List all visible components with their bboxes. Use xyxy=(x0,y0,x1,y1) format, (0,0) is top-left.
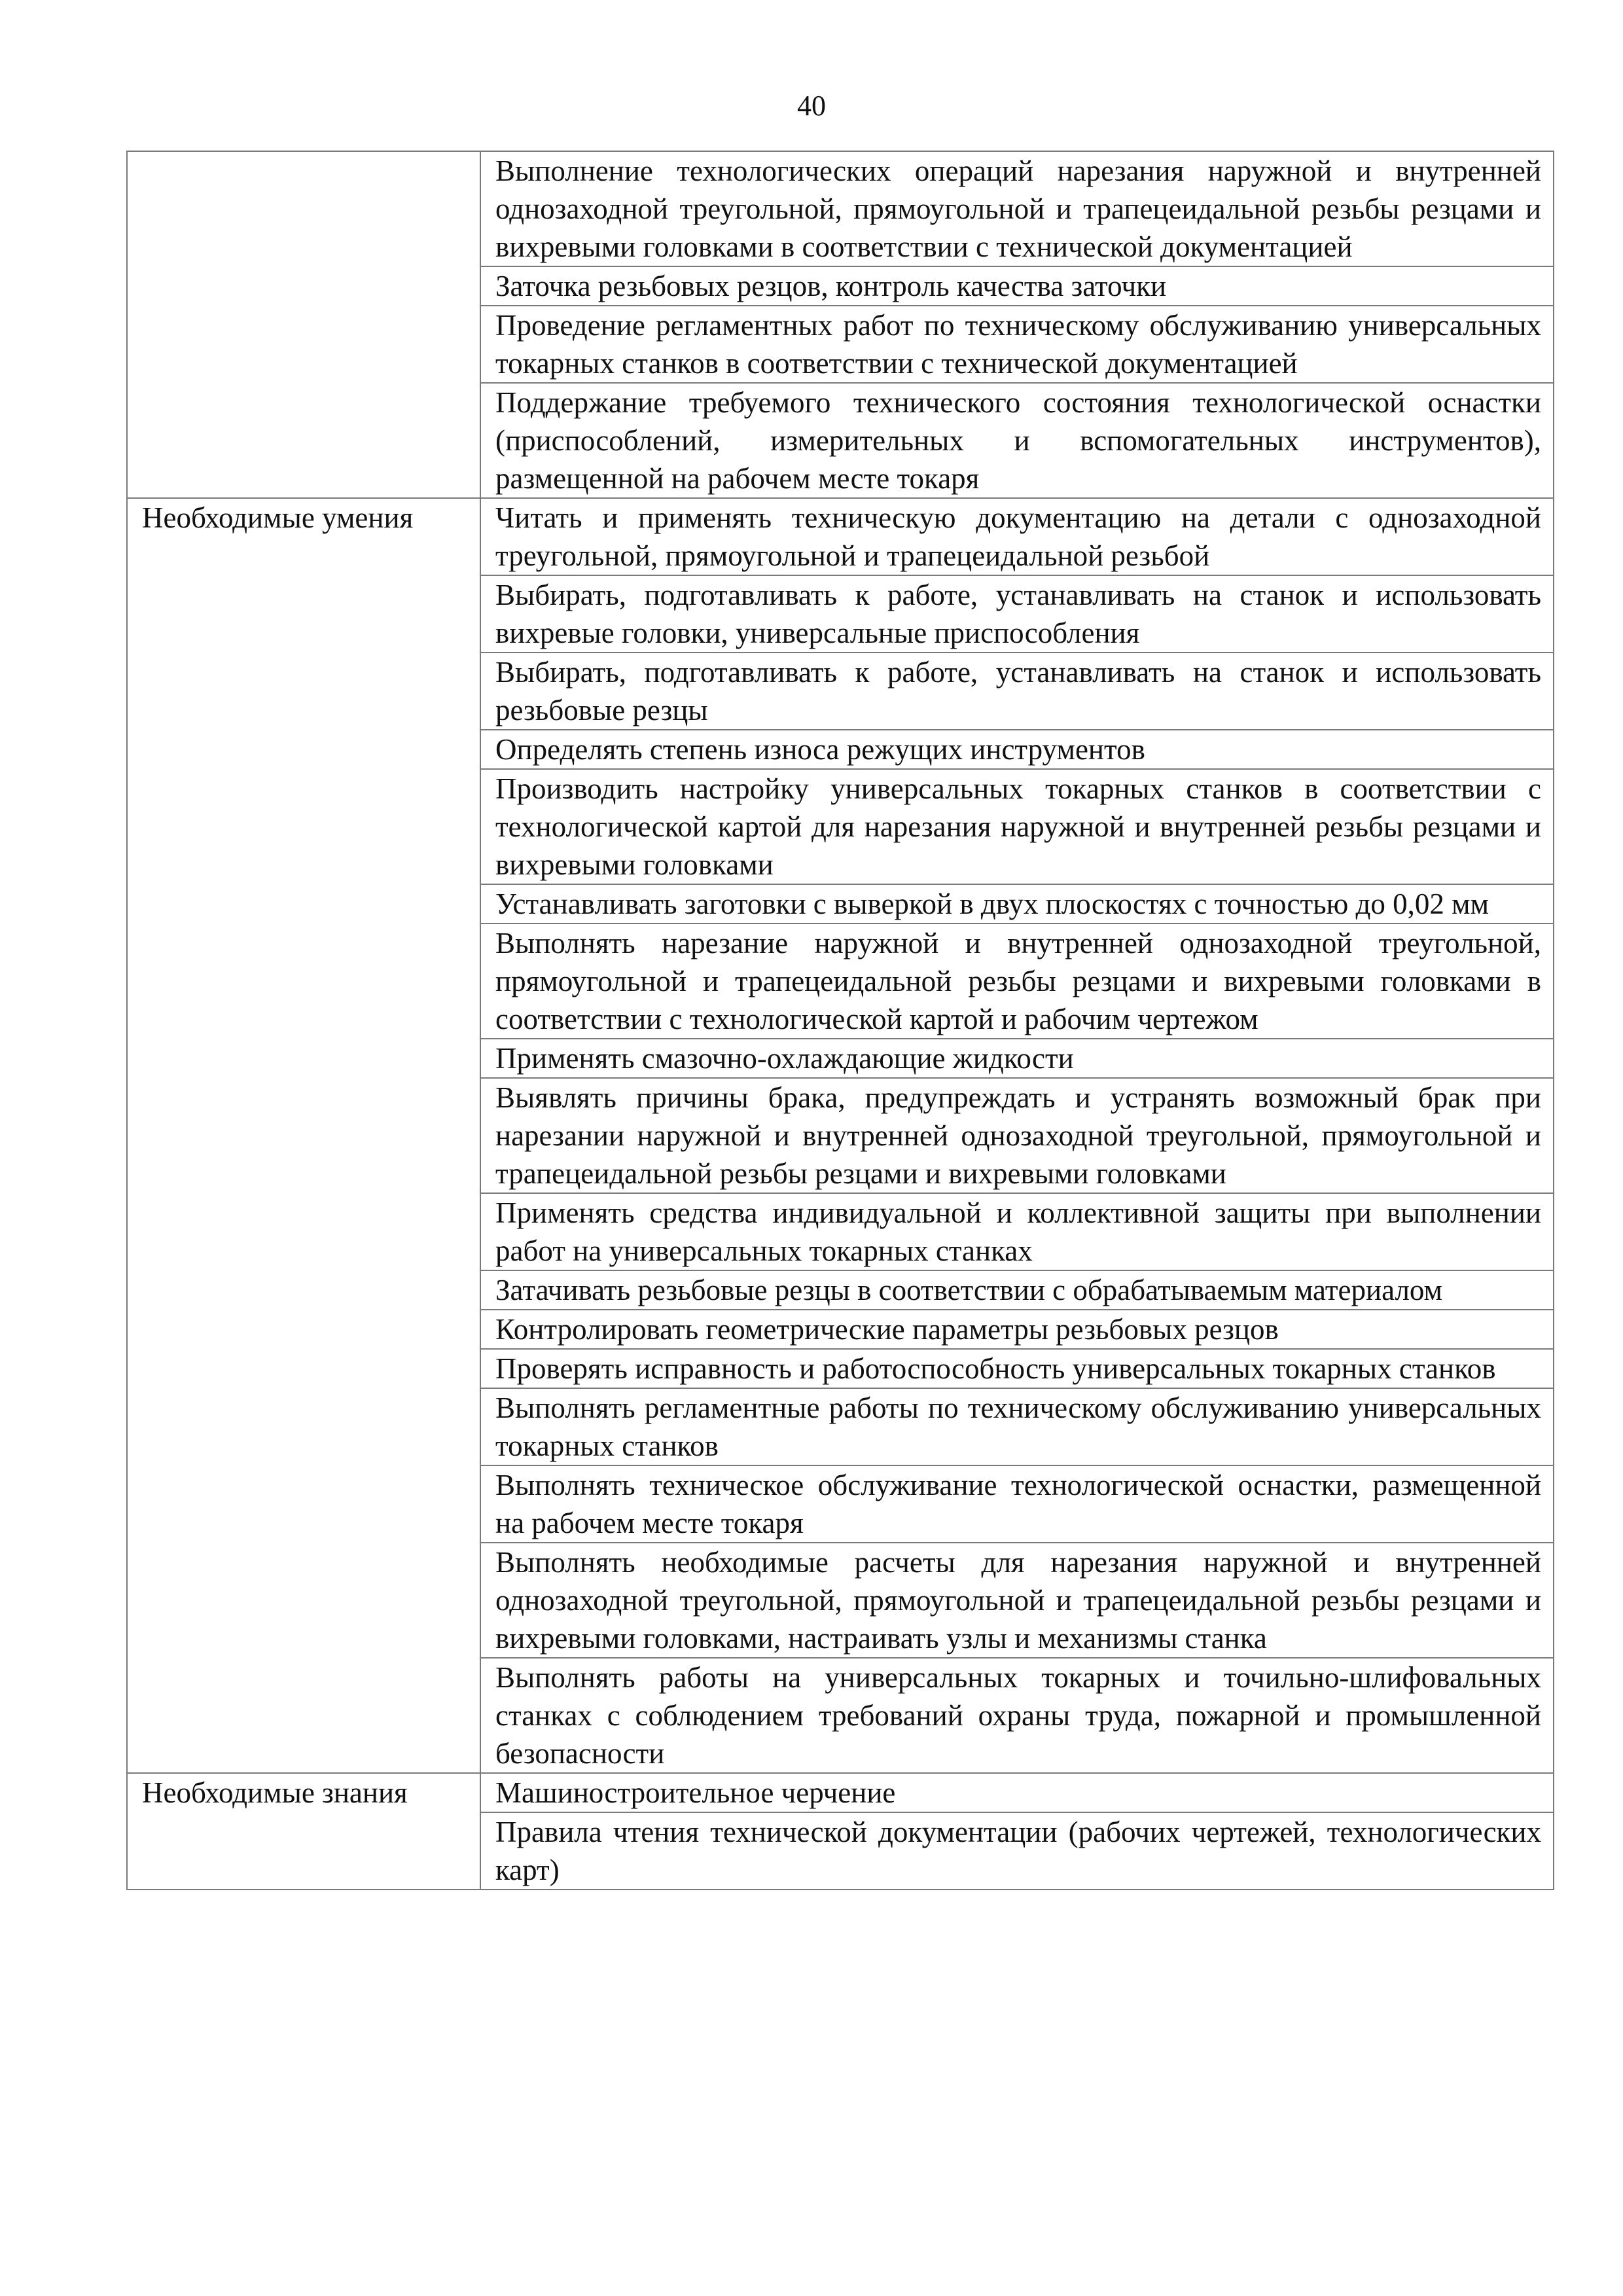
table-row xyxy=(127,151,1554,266)
skill-item: Проверять исправность и работоспособность универсальных токарных станков xyxy=(480,1349,1554,1388)
knowledge-item: Машиностроительное черчение xyxy=(480,1773,1554,1812)
skill-item: Затачивать резьбовые резцы в соответствии с обрабатываемым материалом xyxy=(480,1270,1554,1310)
skill-item: Применять смазочно-охлаждающие жидкости xyxy=(480,1039,1554,1078)
knowledge-item: Правила чтения технической документации (рабочих чертежей, технологических карт) xyxy=(480,1812,1554,1890)
skill-item: Выполнять работы на универсальных токарных и точильно-шлифовальных станках с соблюдением требований охраны труда, пожарной и промышленной безопасности xyxy=(480,1658,1554,1773)
table-row xyxy=(127,498,1554,575)
empty-label-cell xyxy=(127,151,480,498)
skill-item: Устанавливать заготовки с выверкой в двух плоскостях с точностью до 0,02 мм xyxy=(480,884,1554,924)
skill-item: Выполнять необходимые расчеты для нарезания наружной и внутренней однозаходной треугольной, прямоугольной и трапецеидальной резьбы резцами и вихревыми головками, настраивать узлы и механизмы станка xyxy=(480,1543,1554,1658)
continuation-item: Поддержание требуемого технического состояния технологической оснастки (приспособлений, измерительных и вспомогательных инструментов), размещенной на рабочем месте токаря xyxy=(480,383,1554,498)
requirements-table xyxy=(126,151,1554,1890)
skill-item: Выбирать, подготавливать к работе, устанавливать на станок и использовать вихревые головки, универсальные приспособления xyxy=(480,575,1554,653)
skill-item: Выполнять техническое обслуживание технологической оснастки, размещенной на рабочем месте токаря xyxy=(480,1465,1554,1543)
skills-label: Необходимые умения xyxy=(127,498,480,1773)
skill-item: Выполнять регламентные работы по техническому обслуживанию универсальных токарных станков xyxy=(480,1388,1554,1465)
skill-item: Выполнять нарезание наружной и внутренней однозаходной треугольной, прямоугольной и трапецеидальной резьбы резцами и вихревыми головками в соответствии с технологической картой и рабочим чертежом xyxy=(480,924,1554,1039)
knowledge-label: Необходимые знания xyxy=(127,1773,480,1890)
skill-item: Производить настройку универсальных токарных станков в соответствии с технологической картой для нарезания наружной и внутренней резьбы резцами и вихревыми головками xyxy=(480,769,1554,884)
skill-item: Выбирать, подготавливать к работе, устанавливать на станок и использовать резьбовые резцы xyxy=(480,653,1554,730)
skill-item: Определять степень износа режущих инструментов xyxy=(480,730,1554,769)
page-number: 40 xyxy=(797,90,826,122)
continuation-item: Проведение регламентных работ по техническому обслуживанию универсальных токарных станков в соответствии с технической документацией xyxy=(480,306,1554,383)
skill-item: Контролировать геометрические параметры резьбовых резцов xyxy=(480,1310,1554,1349)
skill-item: Выявлять причины брака, предупреждать и устранять возможный брак при нарезании наружной и внутренней однозаходной треугольной, прямоугольной и трапецеидальной резьбы резцами и вихревыми головками xyxy=(480,1078,1554,1193)
skill-item: Читать и применять техническую документацию на детали с однозаходной треугольной, прямоугольной и трапецеидальной резьбой xyxy=(480,498,1554,575)
skill-item: Применять средства индивидуальной и коллективной защиты при выполнении работ на универсальных токарных станках xyxy=(480,1193,1554,1270)
table-row xyxy=(127,1773,1554,1812)
continuation-item: Выполнение технологических операций нарезания наружной и внутренней однозаходной треугольной, прямоугольной и трапецеидальной резьбы резцами и вихревыми головками в соответствии с технической документацией xyxy=(480,151,1554,266)
continuation-item: Заточка резьбовых резцов, контроль качества заточки xyxy=(480,266,1554,306)
